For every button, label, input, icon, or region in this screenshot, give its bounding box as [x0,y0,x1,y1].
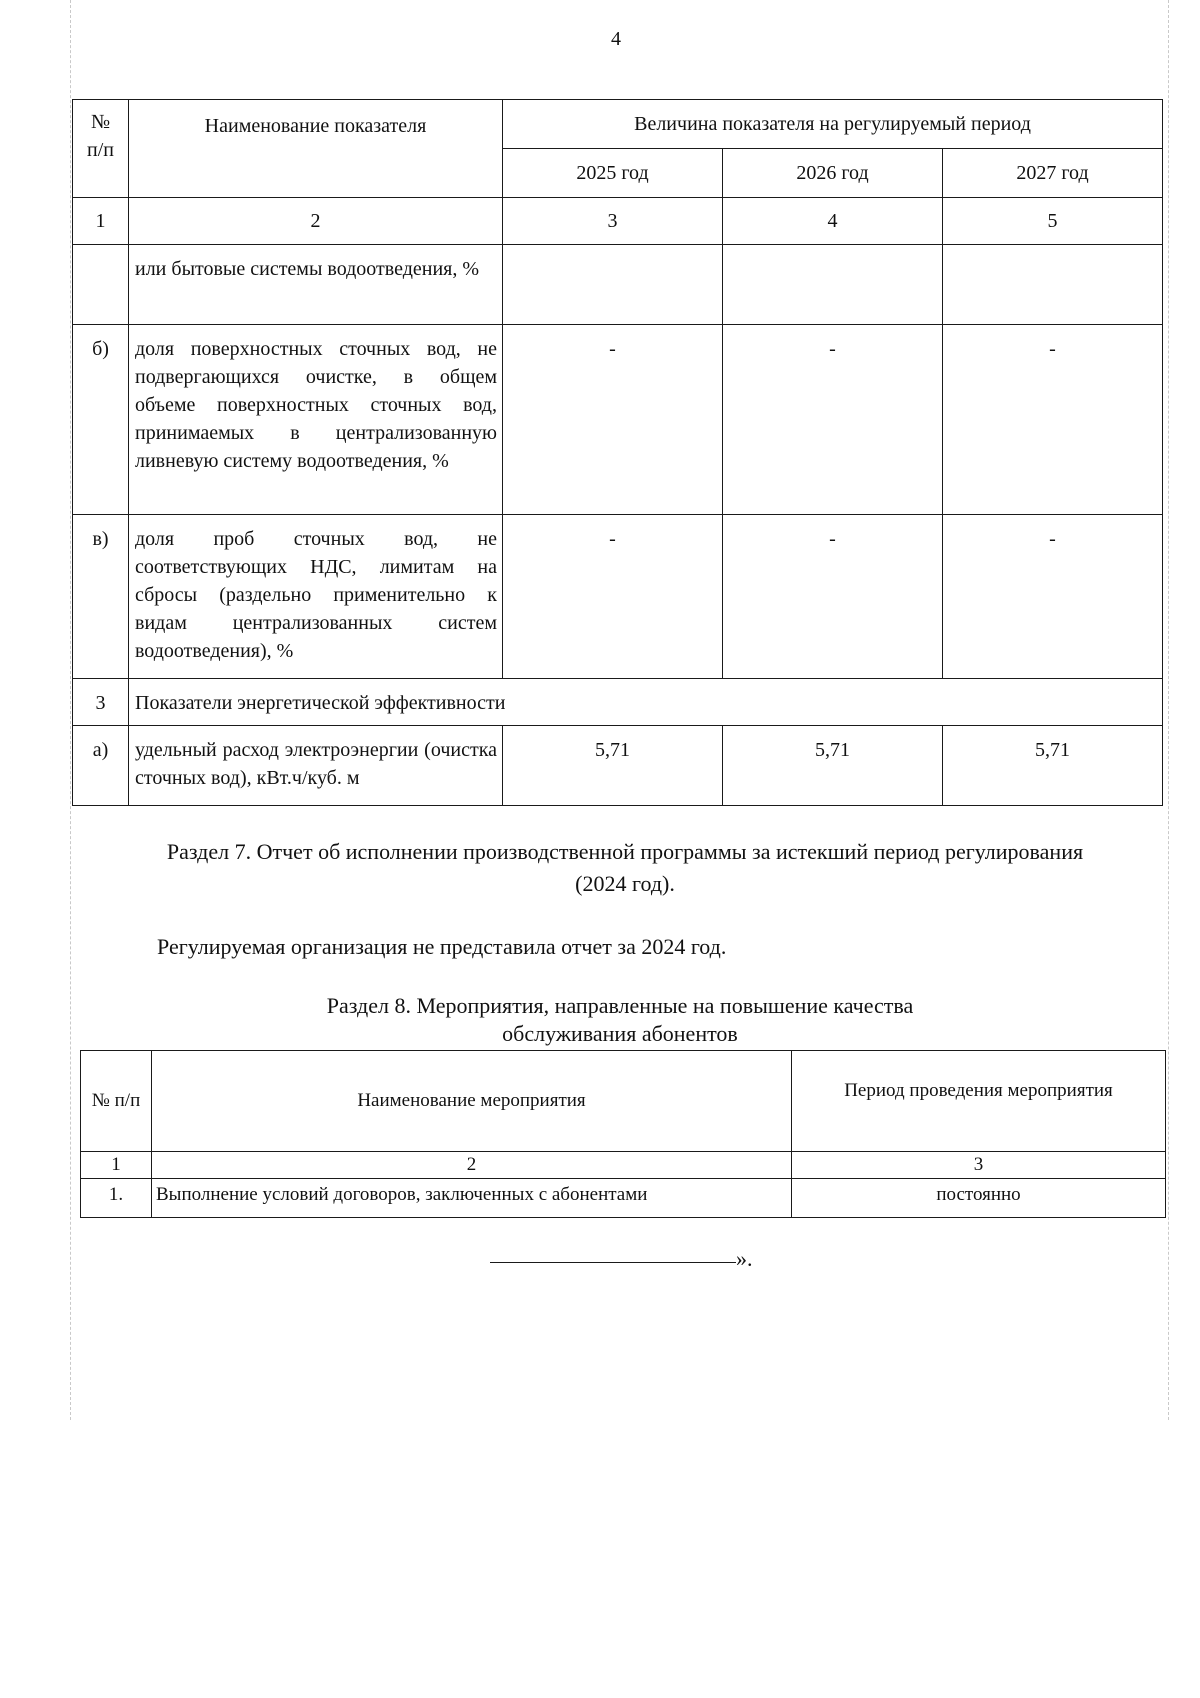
section8-heading-line2: обслуживания абонентов [502,1021,738,1046]
value-2027 [943,245,1163,325]
measures-header-name: Наименование мероприятия [152,1051,792,1152]
header-period: Величина показателя на регулируемый период [503,100,1163,149]
indicator-text: или бытовые системы водоотведения, % [129,245,503,325]
section7-heading-line2: (2024 год). [575,871,675,896]
scan-edge-left [70,0,71,1420]
signature-line [490,1262,736,1263]
header-num: № п/п [73,100,129,198]
column-number: 1 [73,198,129,245]
column-number: 4 [723,198,943,245]
header-indicator-name: Наименование показателя [129,100,503,198]
column-number: 2 [129,198,503,245]
value-2026 [723,245,943,325]
table-row [73,245,1163,325]
column-number: 3 [503,198,723,245]
measure-name: Выполнение условий договоров, заключенных с абонентами [152,1179,792,1218]
section-title: Показатели энергетической эффективности [129,679,1163,726]
column-number-row [73,198,1163,245]
value-2026: - [723,325,943,515]
section7-heading [80,836,1170,900]
value-2025: - [503,515,723,679]
header-year-2027: 2027 год [943,149,1163,198]
column-number: 1 [81,1152,152,1179]
indicator-text: доля поверхностных сточных вод, не подвергающихся очистке, в общем объеме поверхностных сточных вод, принимаемых в централизованную ливневую систему водоотведения, % [129,325,503,515]
measures-header-period: Период проведения мероприятия [792,1051,1166,1152]
value-2025: 5,71 [503,726,723,806]
measure-num: 1. [81,1179,152,1218]
header-year-2025: 2025 год [503,149,723,198]
section8-heading [270,990,970,1050]
indicator-text: удельный расход электроэнергии (очистка сточных вод), кВт.ч/куб. м [129,726,503,806]
section7-text: Регулируемая организация не представила отчет за 2024 год. [157,934,727,959]
scan-edge-right [1168,0,1169,1420]
column-number: 5 [943,198,1163,245]
row-num [73,245,129,325]
table-row [73,726,1163,806]
value-2026: 5,71 [723,726,943,806]
table-row [73,515,1163,679]
indicators-table [72,99,1163,806]
value-2025 [503,245,723,325]
column-number: 3 [792,1152,1166,1179]
row-num: а) [73,726,129,806]
section8-heading-line1: Раздел 8. Мероприятия, направленные на повышение качества [326,993,914,1018]
measures-header-num: № п/п [81,1051,152,1152]
value-2025: - [503,325,723,515]
page-number: 4 [611,28,621,50]
header-year-2026: 2026 год [723,149,943,198]
measures-table [80,1050,1166,1218]
row-num: б) [73,325,129,515]
value-2026: - [723,515,943,679]
closing-quote: ». [736,1246,753,1271]
value-2027: - [943,325,1163,515]
value-2027: - [943,515,1163,679]
value-2027: 5,71 [943,726,1163,806]
column-number: 2 [152,1152,792,1179]
indicator-text: доля проб сточных вод, не соответствующих НДС, лимитам на сбросы (раздельно применительно к видам централизованных систем водоотведения), % [129,515,503,679]
section-row [73,679,1163,726]
section7-heading-line1: Раздел 7. Отчет об исполнении производственной программы за истекший период регулирования [166,839,1084,864]
measures-column-number-row [81,1152,1166,1179]
table-row [81,1179,1166,1218]
row-num: в) [73,515,129,679]
measure-period: постоянно [792,1179,1166,1218]
section-num: 3 [73,679,129,726]
table-row [73,325,1163,515]
